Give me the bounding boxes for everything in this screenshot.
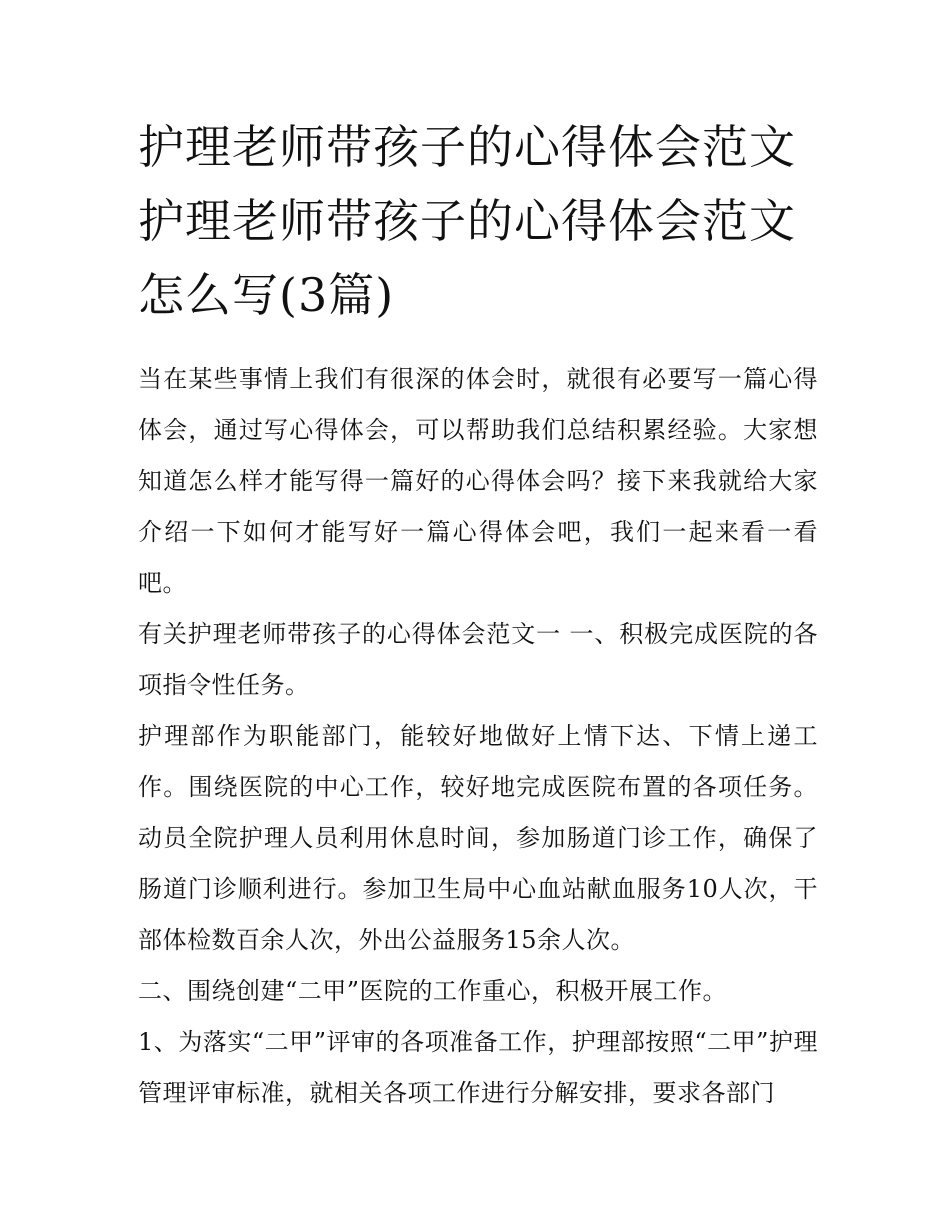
document-page	[138, 110, 818, 1119]
paragraph-section-one-heading: 有关护理老师带孩子的心得体会范文一 一、积极完成医院的各项指令性任务。	[138, 620, 818, 699]
paragraph-intro: 当在某些事情上我们有很深的体会时，就很有必要写一篇心得体会，通过写心得体会，可以帮助我们总结积累经验。大家想知道怎么样才能写得一篇好的心得体会吗？接下来我就给大家介绍一下如何才能写好一篇心得体会吧，我们一起来看一看吧。	[138, 365, 818, 597]
paragraph-item-one: 1、为落实“二甲”评审的各项准备工作，护理部按照“二甲”护理管理评审标准，就相关各项工作进行分解安排，要求各部门	[138, 1028, 818, 1107]
paragraph-section-two-heading: 二、围绕创建“二甲”医院的工作重心，积极开展工作。	[138, 977, 728, 1005]
document-title: 护理老师带孩子的心得体会范文 护理老师带孩子的心得体会范文怎么写(3篇)	[138, 120, 796, 322]
paragraph-nursing-department: 护理部作为职能部门，能较好地做好上情下达、下情上递工作。围绕医院的中心工作，较好地完成医院布置的各项任务。动员全院护理人员利用休息时间，参加肠道门诊工作，确保了肠道门诊顺利进行。参加卫生局中心血站献血服务10人次，干部体检数百余人次，外出公益服务15余人次。	[138, 722, 818, 954]
